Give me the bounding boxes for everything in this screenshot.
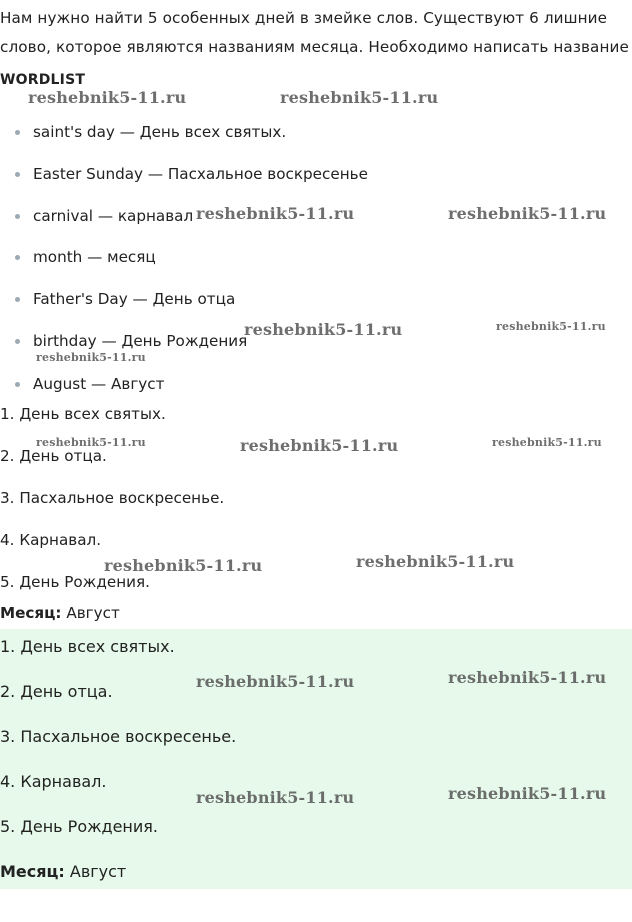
answer-box-line: 1. День всех святых. xyxy=(0,637,175,656)
bullet-icon xyxy=(15,130,20,135)
intro-line-2: слово, которое являются названиям месяца. Необходимо написать название xyxy=(0,38,629,56)
watermark: reshebnik5-11.ru xyxy=(496,320,606,333)
month-value: Август xyxy=(61,604,120,622)
answer-box-line: 2. День отца. xyxy=(0,682,113,701)
answer-line: 4. Карнавал. xyxy=(0,531,102,549)
wordlist-item xyxy=(0,122,368,164)
watermark: reshebnik5-11.ru xyxy=(196,672,355,691)
bullet-icon xyxy=(15,255,20,260)
watermark: reshebnik5-11.ru xyxy=(244,320,403,339)
bullet-icon xyxy=(15,297,20,302)
bullet-icon xyxy=(15,382,20,387)
watermark: reshebnik5-11.ru xyxy=(448,204,607,223)
answer-box-line: 3. Пасхальное воскресенье. xyxy=(0,727,237,746)
wordlist-item xyxy=(0,247,368,289)
watermark: reshebnik5-11.ru xyxy=(356,552,515,571)
intro-line-1: Нам нужно найти 5 особенных дней в змейке слов. Существуют 6 лишние xyxy=(0,9,608,27)
watermark: reshebnik5-11.ru xyxy=(36,436,146,449)
answer-box-month xyxy=(0,862,126,882)
answer-line: 2. День отца. xyxy=(0,447,107,465)
answer-line: 3. Пасхальное воскресенье. xyxy=(0,489,225,507)
answer-box-line: 5. День Рождения. xyxy=(0,817,158,836)
watermark: reshebnik5-11.ru xyxy=(280,88,439,107)
watermark: reshebnik5-11.ru xyxy=(492,436,602,449)
month-label: Месяц: xyxy=(0,604,62,622)
wordlist-item xyxy=(0,164,368,206)
answer-box-line: 4. Карнавал. xyxy=(0,772,107,791)
month-line xyxy=(0,603,120,623)
watermark: reshebnik5-11.ru xyxy=(448,784,607,803)
intro-text xyxy=(0,4,632,62)
wordlist-item-text: birthday — День Рождения xyxy=(33,331,248,350)
watermark: reshebnik5-11.ru xyxy=(36,351,146,364)
answer-line: 1. День всех святых. xyxy=(0,405,166,423)
wordlist-item-text: Easter Sunday — Пасхальное воскресенье xyxy=(33,164,368,183)
answer-box-month-label: Месяц: xyxy=(0,862,65,881)
watermark: reshebnik5-11.ru xyxy=(28,88,187,107)
wordlist-heading: WORDLIST xyxy=(0,72,86,88)
watermark: reshebnik5-11.ru xyxy=(448,668,607,687)
bullet-icon xyxy=(15,339,20,344)
bullet-icon xyxy=(15,214,20,219)
watermark: reshebnik5-11.ru xyxy=(196,204,355,223)
wordlist-item-text: month — месяц xyxy=(33,248,156,267)
answer-line: 5. День Рождения. xyxy=(0,573,150,591)
watermark: reshebnik5-11.ru xyxy=(104,556,263,575)
wordlist-item-text: saint's day — День всех святых. xyxy=(33,123,287,141)
wordlist-item-text: August — Август xyxy=(33,374,165,393)
wordlist-item-text: carnival — карнавал xyxy=(33,206,194,225)
answer-box-month-value: Август xyxy=(64,862,127,881)
wordlist xyxy=(0,122,368,416)
bullet-icon xyxy=(15,172,20,177)
watermark: reshebnik5-11.ru xyxy=(196,788,355,807)
wordlist-item-text: Father's Day — День отца xyxy=(33,290,236,309)
watermark: reshebnik5-11.ru xyxy=(240,436,399,455)
